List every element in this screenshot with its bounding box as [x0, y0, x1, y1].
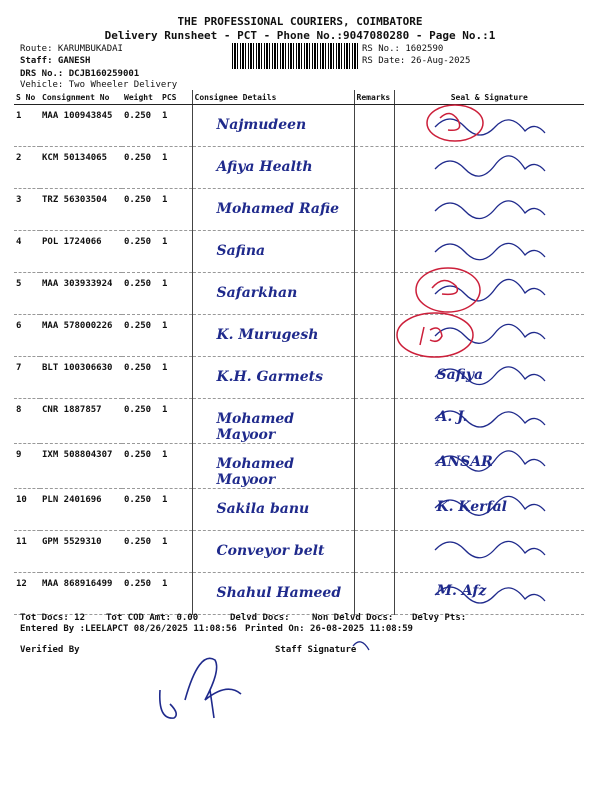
delivery-points: Delvy Pts: — [412, 613, 467, 623]
row-pcs: 1 — [160, 273, 192, 315]
col-sno: S No — [14, 90, 40, 105]
row-sno: 10 — [14, 489, 40, 531]
consignee-handwritten-name: Najmudeen — [216, 117, 307, 133]
row-pcs: 1 — [160, 489, 192, 531]
row-consignment: IXM 508804307 — [40, 444, 122, 489]
row-sno: 4 — [14, 231, 40, 273]
row-consignment: KCM 50134065 — [40, 147, 122, 189]
signature-text: A. J. — [436, 409, 468, 425]
rs-date: RS Date: 26-Aug-2025 — [362, 56, 471, 66]
row-sno: 7 — [14, 357, 40, 399]
row-sno: 8 — [14, 399, 40, 444]
printed-on: Printed On: 26-08-2025 11:08:59 — [245, 624, 413, 634]
row-consignment: GPM 5529310 — [40, 531, 122, 573]
signature-text: Safiya — [436, 367, 484, 383]
row-pcs: 1 — [160, 399, 192, 444]
row-sno: 9 — [14, 444, 40, 489]
consignee-handwritten-name: Mohamed Mayoor — [216, 411, 295, 443]
consignee-handwritten-name: Mohamed Mayoor — [216, 456, 295, 488]
route-label: Route: KARUMBUKADAI — [20, 44, 123, 54]
total-docs: Tot Docs: 12 — [20, 613, 86, 623]
row-pcs: 1 — [160, 444, 192, 489]
row-consignment: POL 1724066 — [40, 231, 122, 273]
row-sno: 11 — [14, 531, 40, 573]
col-pcs: PCS — [160, 90, 192, 105]
row-weight: 0.250 — [122, 357, 160, 399]
staff-signature-mark — [353, 642, 369, 650]
row-pcs: 1 — [160, 189, 192, 231]
staff-label: Staff: GANESH — [20, 56, 91, 66]
consignee-handwritten-name: Afiya Health — [216, 159, 313, 175]
consignee-handwritten-name: K. Murugesh — [216, 327, 319, 343]
col-consignee: Consignee Details — [192, 90, 354, 105]
row-pcs: 1 — [160, 531, 192, 573]
consignee-handwritten-name: K.H. Garmets — [216, 369, 323, 385]
row-consignment: MAA 303933924 — [40, 273, 122, 315]
consignee-handwritten-name: Shahul Hameed — [216, 585, 342, 601]
row-weight: 0.250 — [122, 399, 160, 444]
drs-number: DRS No.: DCJB160259001 — [20, 69, 140, 79]
consignee-handwritten-name: Mohamed Rafie — [216, 201, 340, 217]
row-consignment: TRZ 56303504 — [40, 189, 122, 231]
row-pcs: 1 — [160, 105, 192, 147]
total-cod-amount: Tot COD Amt: 0.00 — [106, 613, 199, 623]
row-weight: 0.250 — [122, 147, 160, 189]
row-weight: 0.250 — [122, 105, 160, 147]
staff-signature-label: Staff Signature — [275, 645, 357, 655]
signature-text: M. Afz — [436, 583, 487, 599]
row-pcs: 1 — [160, 147, 192, 189]
runsheet-subtitle: Delivery Runsheet - PCT - Phone No.:9047080280 - Page No.:1 — [104, 29, 496, 42]
vehicle-label: Vehicle: Two Wheeler Delivery — [20, 80, 178, 90]
row-consignment: MAA 578000226 — [40, 315, 122, 357]
row-weight: 0.250 — [122, 489, 160, 531]
row-consignment: PLN 2401696 — [40, 489, 122, 531]
col-signature: Seal & Signature — [394, 90, 584, 105]
row-sno: 6 — [14, 315, 40, 357]
row-sno: 5 — [14, 273, 40, 315]
col-consignment: Consignment No — [40, 90, 122, 105]
signature-text: ANSAR — [436, 454, 493, 470]
row-sno: 2 — [14, 147, 40, 189]
row-pcs: 1 — [160, 573, 192, 615]
row-weight: 0.250 — [122, 315, 160, 357]
row-pcs: 1 — [160, 231, 192, 273]
row-consignment: MAA 100943845 — [40, 105, 122, 147]
verifier-signature — [160, 658, 241, 718]
row-consignment: BLT 100306630 — [40, 357, 122, 399]
non-delivered-docs: Non Delvd Docs: — [312, 613, 394, 623]
row-sno: 3 — [14, 189, 40, 231]
row-consignment: MAA 868916499 — [40, 573, 122, 615]
row-weight: 0.250 — [122, 273, 160, 315]
entered-by: Entered By :LEELAPCT 08/26/2025 11:08:56 — [20, 624, 237, 634]
row-weight: 0.250 — [122, 531, 160, 573]
signature-text: K. Kerfal — [436, 499, 507, 515]
consignee-handwritten-name: Safina — [216, 243, 266, 259]
consignee-handwritten-name: Conveyor belt — [216, 543, 325, 559]
row-pcs: 1 — [160, 315, 192, 357]
verified-by-label: Verified By — [20, 645, 80, 655]
consignee-handwritten-name: Safarkhan — [216, 285, 298, 301]
rs-number: RS No.: 1602590 — [362, 44, 444, 54]
row-weight: 0.250 — [122, 189, 160, 231]
col-weight: Weight — [122, 90, 160, 105]
row-weight: 0.250 — [122, 573, 160, 615]
row-weight: 0.250 — [122, 444, 160, 489]
company-name: THE PROFESSIONAL COURIERS, COIMBATORE — [177, 15, 423, 28]
consignee-handwritten-name: Sakila banu — [216, 501, 310, 517]
col-remarks: Remarks — [354, 90, 394, 105]
row-consignment: CNR 1887857 — [40, 399, 122, 444]
row-sno: 12 — [14, 573, 40, 615]
row-sno: 1 — [14, 105, 40, 147]
row-pcs: 1 — [160, 357, 192, 399]
delivered-docs: Delvd Docs: — [230, 613, 290, 623]
row-weight: 0.250 — [122, 231, 160, 273]
